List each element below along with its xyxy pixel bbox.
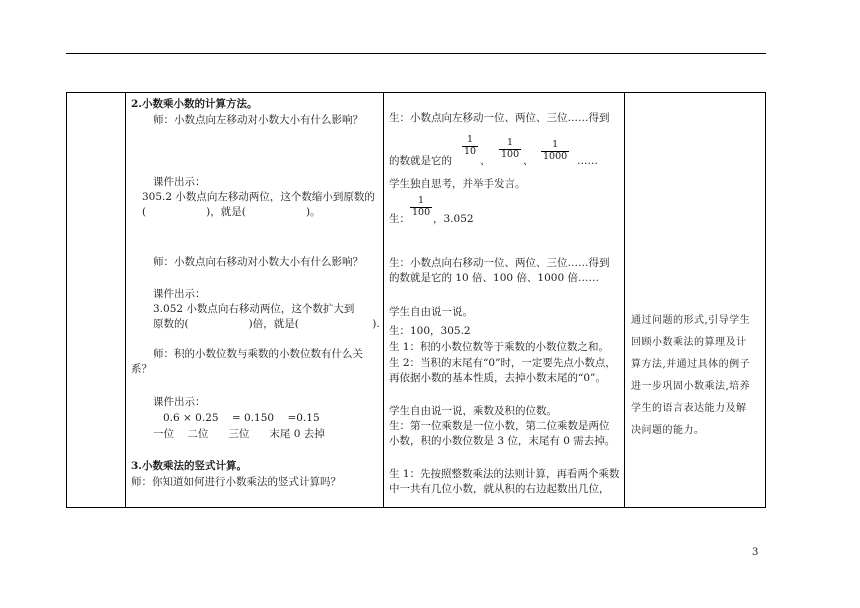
student-answer: 生 1：先按照整数乘法的法则计算，再看两个乘数 bbox=[389, 468, 620, 480]
student-answer: 生： bbox=[389, 213, 410, 225]
student-answer: 学生自由说一说，乘数及积的位数。 bbox=[389, 405, 557, 417]
student-answer: 的数就是它的 bbox=[389, 155, 452, 167]
example-text: 原数的( )倍，就是( ). bbox=[153, 318, 380, 330]
fraction: $\frac{1}{100}$ bbox=[412, 195, 431, 218]
student-answer: 再依据小数的基本性质，去掉小数末尾的“0”。 bbox=[389, 372, 606, 384]
table-column-divider bbox=[383, 93, 384, 507]
teacher-question: 师：积的小数位数与乘数的小数位数有什么关 bbox=[153, 348, 363, 360]
separator: 、 bbox=[523, 155, 534, 167]
fraction: $\frac{1}{10}$ bbox=[464, 134, 477, 157]
page-number: 3 bbox=[752, 547, 759, 558]
teacher-question: 师：小数点向左移动对小数大小有什么影响？ bbox=[153, 114, 363, 126]
design-intent-note: 通过问题的形式,引导学生回顾小数乘法的算理及计算方法,并通过具体的例子进一步巩固小数乘法,培养学生的语言表达能力及解决问题的能力。 bbox=[631, 315, 751, 436]
section-heading-vertical: 3.小数乘法的竖式计算。 bbox=[131, 460, 247, 472]
student-answer: ，3.052 bbox=[433, 213, 474, 225]
fraction: $\frac{1}{100}$ bbox=[501, 137, 520, 160]
student-answer: 生：第一位乘数是一位小数，第二位乘数是两位 bbox=[389, 420, 610, 432]
courseware-label: 课件出示： bbox=[153, 176, 206, 188]
teacher-question: 师：你知道如何进行小数乘法的竖式计算吗？ bbox=[131, 476, 341, 488]
table-column-divider bbox=[624, 93, 625, 507]
teacher-question: 系？ bbox=[131, 363, 152, 375]
student-answer: 生：小数点向左移动一位、两位、三位……得到 bbox=[389, 112, 610, 124]
example-text: 305.2 小数点向左移动两位，这个数缩小到原数的 bbox=[142, 191, 375, 203]
student-answer: 中一共有几位小数，就从积的右边起数出几位， bbox=[389, 483, 610, 495]
student-answer: 生 2：当积的末尾有“0”时，一定要先点小数点， bbox=[389, 357, 616, 369]
ellipsis: …… bbox=[577, 155, 598, 167]
student-answer: 生：小数点向右移动一位、两位、三位……得到 bbox=[389, 257, 610, 269]
calculation: 0.6 × 0.25 = 0.150 =0.15 bbox=[163, 412, 320, 424]
header-rule bbox=[66, 53, 766, 54]
example-text: ( )，就是( )。 bbox=[142, 206, 321, 218]
fraction: $\frac{1}{1000}$ bbox=[543, 139, 568, 162]
table-column-divider bbox=[125, 93, 126, 507]
calculation-labels: 一位 二位 三位 末尾 0 去掉 bbox=[153, 428, 325, 440]
student-answer: 生 1：积的小数位数等于乘数的小数位数之和。 bbox=[389, 341, 610, 353]
courseware-label: 课件出示： bbox=[153, 288, 206, 300]
separator: 、 bbox=[480, 155, 491, 167]
courseware-label: 课件出示： bbox=[153, 396, 206, 408]
student-answer: 小数，积的小数位数是 3 位，末尾有 0 需去掉。 bbox=[389, 435, 616, 447]
student-answer: 学生自由说一说。 bbox=[389, 306, 473, 318]
student-answer: 的数就是它的 10 倍、100 倍、1000 倍…… bbox=[389, 272, 599, 284]
example-text: 3.052 小数点向右移动两位，这个数扩大到 bbox=[153, 303, 355, 315]
teacher-question: 师：小数点向右移动对小数大小有什么影响？ bbox=[153, 256, 363, 268]
student-answer: 生：100，305.2 bbox=[389, 325, 471, 337]
student-answer: 学生独自思考，并举手发言。 bbox=[389, 178, 526, 190]
section-heading-method: 2.小数乘小数的计算方法。 bbox=[131, 98, 258, 110]
